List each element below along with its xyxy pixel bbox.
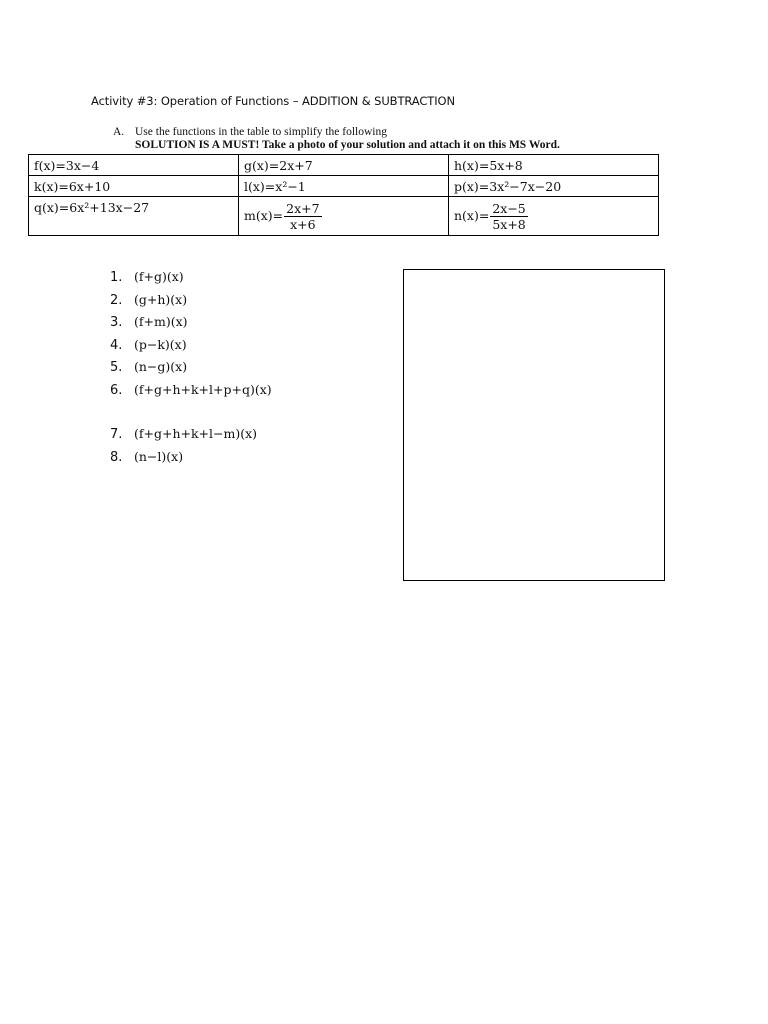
problem-number: 4. xyxy=(110,337,123,353)
list-item xyxy=(110,423,272,446)
problem-expression: (n−l)(x) xyxy=(134,448,184,464)
problem-list xyxy=(110,266,272,468)
instruction-marker: A. xyxy=(113,126,125,138)
list-item xyxy=(110,266,272,289)
instruction-text: Use the functions in the table to simplify the following xyxy=(135,126,388,138)
list-item xyxy=(110,356,272,379)
table-row xyxy=(29,155,659,176)
answer-box[interactable] xyxy=(403,269,665,581)
instruction-line-1 xyxy=(113,126,560,139)
table-row xyxy=(29,176,659,197)
list-item xyxy=(110,334,272,357)
problem-expression: (p−k)(x) xyxy=(134,336,187,352)
list-item xyxy=(110,311,272,334)
problem-number: 2. xyxy=(110,292,123,308)
problem-expression: (f+g)(x) xyxy=(134,269,184,284)
instruction-solution-note: SOLUTION IS A MUST! Take a photo of your solution and attach it on this MS Word. xyxy=(135,139,560,151)
problem-expression: (n−g)(x) xyxy=(134,359,188,374)
function-h: h(x)=5x+8 xyxy=(449,155,659,176)
function-m xyxy=(239,197,449,236)
function-q: q(x)=6x²+13x−27 xyxy=(29,197,239,236)
function-n xyxy=(449,197,659,236)
function-k: k(x)=6x+10 xyxy=(29,176,239,197)
function-n-lhs: n(x)= xyxy=(454,207,490,223)
problem-expression: (f+g+h+k+l+p+q)(x) xyxy=(134,381,272,397)
function-m-fraction xyxy=(284,201,321,232)
function-m-denominator: x+6 xyxy=(290,216,316,232)
list-item xyxy=(110,446,272,469)
table-row xyxy=(29,197,659,236)
problem-number: 5. xyxy=(110,360,123,375)
problem-number: 8. xyxy=(110,449,123,465)
problem-expression: (f+g+h+k+l−m)(x) xyxy=(134,426,258,441)
problem-expression: (g+h)(x) xyxy=(134,291,188,307)
function-m-numerator: 2x+7 xyxy=(286,200,320,216)
activity-title: Activity #3: Operation of Functions – ADDITION & SUBTRACTION xyxy=(91,94,455,108)
function-g: g(x)=2x+7 xyxy=(239,155,449,176)
list-item xyxy=(110,289,272,312)
list-item xyxy=(110,379,272,402)
problem-number: 7. xyxy=(110,427,123,442)
functions-table xyxy=(28,154,659,236)
function-n-denominator: 5x+8 xyxy=(492,216,526,232)
function-m-lhs: m(x)= xyxy=(244,207,284,223)
problem-number: 3. xyxy=(110,315,123,330)
function-n-numerator: 2x−5 xyxy=(492,200,526,216)
function-l: l(x)=x²−1 xyxy=(239,176,449,197)
problem-number: 6. xyxy=(110,382,123,398)
problem-number: 1. xyxy=(110,270,123,285)
function-p: p(x)=3x²−7x−20 xyxy=(449,176,659,197)
function-n-fraction xyxy=(490,201,527,232)
problem-expression: (f+m)(x) xyxy=(134,314,188,329)
function-f: f(x)=3x−4 xyxy=(29,155,239,176)
instructions xyxy=(113,126,560,152)
